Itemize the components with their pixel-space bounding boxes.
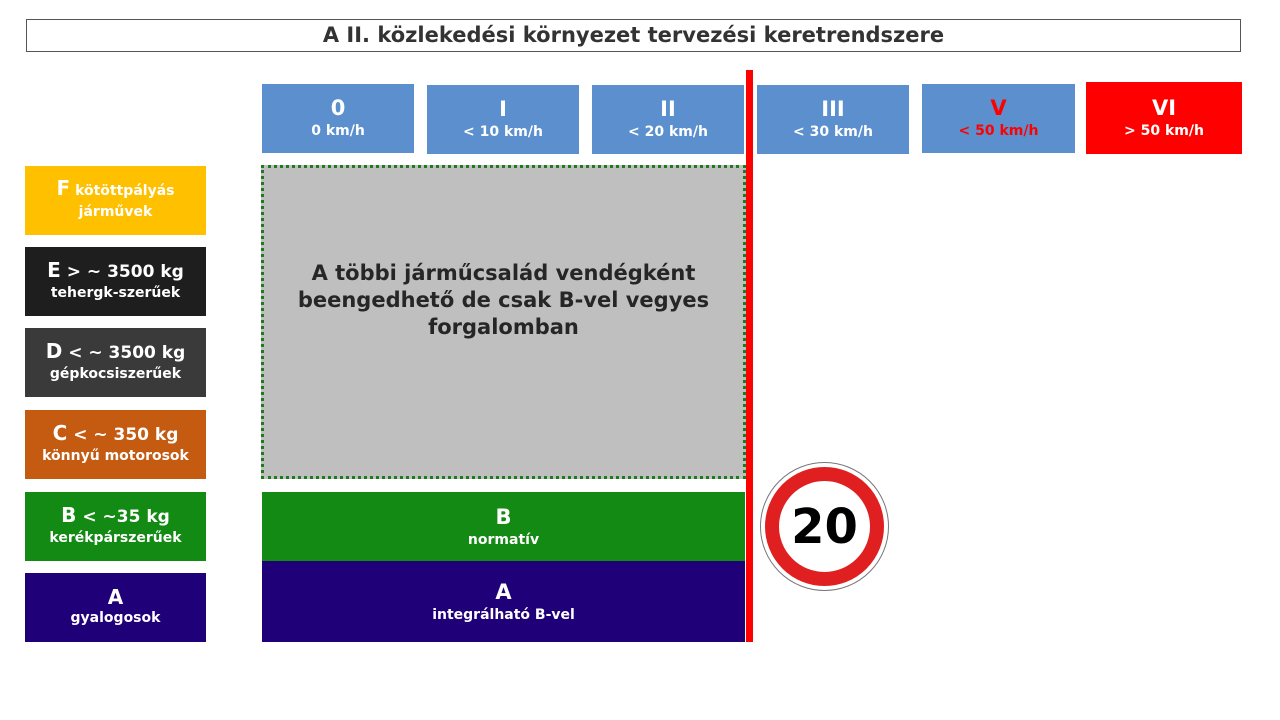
- category-desc: gyalogosok: [70, 609, 161, 626]
- guest-note: A többi járműcsalád vendégként beengedhető de csak B-vel vegyes forgalomban: [297, 260, 710, 339]
- speed-level-label: V: [990, 96, 1007, 120]
- speed-level-label: VI: [1151, 95, 1177, 120]
- band-a-integrable: [262, 561, 745, 642]
- category-letter: D: [45, 338, 63, 363]
- speed-limit-line: [746, 70, 753, 642]
- category-desc: gépkocsiszerűek: [49, 365, 182, 382]
- speed-sign-value: 20: [791, 498, 858, 555]
- speed-level-speed: < 30 km/h: [793, 124, 873, 140]
- category-b: [25, 492, 206, 561]
- category-desc: kerékpárszerűek: [49, 529, 182, 546]
- category-letter: A: [107, 584, 124, 609]
- speed-level-speed: 0 km/h: [311, 123, 365, 139]
- speed-level-label: 0: [330, 96, 346, 120]
- speed-level-speed: < 20 km/h: [628, 124, 708, 140]
- page-title: A II. közlekedési környezet tervezési keretrendszere: [26, 19, 1241, 52]
- band-letter: B: [495, 504, 512, 529]
- speed-level-0: [262, 84, 414, 153]
- speed-level-3: [757, 85, 909, 154]
- category-limit: < ~35 kg: [82, 506, 170, 527]
- speed-level-1: [427, 85, 579, 154]
- speed-level-label: III: [821, 97, 845, 121]
- band-b-normative: [262, 492, 745, 561]
- category-limit: > ~ 3500 kg: [66, 261, 184, 282]
- speed-level-speed: < 50 km/h: [958, 123, 1039, 139]
- speed-level-speed: < 10 km/h: [463, 124, 543, 140]
- category-desc: járművek: [78, 204, 153, 220]
- speed-sign-ring: [765, 467, 884, 586]
- speed-level-2: [592, 85, 744, 154]
- category-e: [25, 247, 206, 316]
- category-limit: kötöttpályás: [75, 183, 175, 199]
- category-d: [25, 328, 206, 397]
- category-c: [25, 410, 206, 479]
- category-desc: tehergk-szerűek: [50, 284, 181, 301]
- category-letter: F: [56, 176, 71, 200]
- category-letter: C: [52, 420, 68, 445]
- band-desc: integrálható B-vel: [432, 606, 575, 623]
- category-a: [25, 573, 206, 642]
- speed-level-label: I: [499, 97, 507, 121]
- category-limit: < ~ 350 kg: [73, 424, 179, 445]
- band-desc: normatív: [467, 531, 540, 548]
- category-letter: B: [61, 502, 77, 527]
- category-f: [25, 166, 206, 235]
- category-letter: E: [47, 257, 61, 282]
- speed-level-6: [1086, 82, 1242, 154]
- guest-vehicles-area: [261, 165, 746, 479]
- band-letter: A: [495, 579, 512, 604]
- speed-level-speed: > 50 km/h: [1124, 122, 1204, 139]
- category-desc: könnyű motorosok: [42, 447, 189, 464]
- speed-level-5: [922, 84, 1075, 153]
- speed-limit-20-sign-icon: [760, 462, 889, 591]
- category-limit: < ~ 3500 kg: [68, 342, 186, 363]
- speed-level-label: II: [660, 97, 676, 121]
